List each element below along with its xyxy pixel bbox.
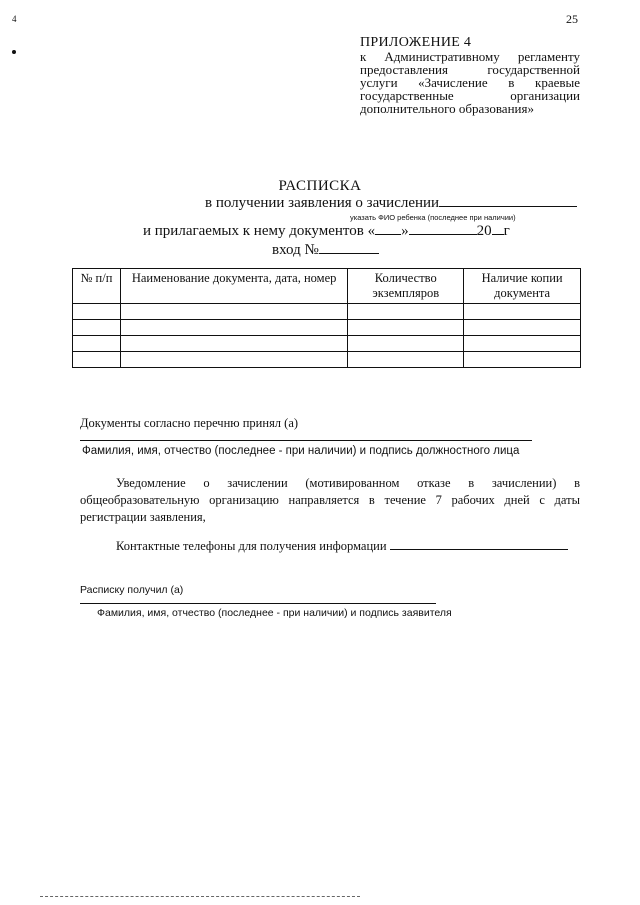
incoming-number-blank bbox=[319, 241, 379, 254]
accepted-label: Документы согласно перечню принял (а) bbox=[80, 416, 299, 430]
receipt-line-2 bbox=[143, 222, 510, 240]
applicant-signature-caption: Фамилия, имя, отчество (последнее - при наличии) и подпись заявителя bbox=[97, 607, 452, 619]
phones-line bbox=[116, 537, 568, 554]
table-cell bbox=[348, 352, 464, 368]
receipt-line-2-prefix: и прилагаемых к нему документов « bbox=[143, 223, 376, 239]
table-cell bbox=[348, 336, 464, 352]
table-cell bbox=[73, 352, 121, 368]
page-number: 25 bbox=[566, 12, 578, 26]
applicant-signature-line bbox=[80, 603, 436, 604]
year-suffix: г bbox=[503, 223, 510, 239]
year-prefix: 20 bbox=[476, 223, 492, 239]
appendix-block bbox=[360, 36, 580, 115]
phones-blank bbox=[390, 537, 568, 550]
table-cell bbox=[464, 336, 581, 352]
bottom-scan-rule bbox=[40, 896, 360, 897]
notice-paragraph: Уведомление о зачислении (мотивированном отказе в зачислении) в общеобразовательную организацию направляется в течение 7 рабочих дней с даты регистрации заявления, bbox=[80, 476, 580, 524]
table-cell bbox=[73, 320, 121, 336]
col-header-document: Наименование документа, дата, номер bbox=[120, 269, 347, 304]
col-header-copy: Наличие копии документа bbox=[464, 269, 581, 304]
table-cell bbox=[73, 336, 121, 352]
year-blank bbox=[492, 222, 504, 235]
month-blank bbox=[409, 222, 477, 235]
day-blank bbox=[375, 222, 401, 235]
margin-dot bbox=[12, 50, 16, 54]
official-signature-line bbox=[80, 440, 532, 441]
receipt-received-label: Расписку получил (а) bbox=[80, 584, 184, 596]
table-cell bbox=[120, 304, 347, 320]
child-name-blank bbox=[439, 194, 577, 207]
col-header-quantity: Количество экземпляров bbox=[348, 269, 464, 304]
phones-label: Контактные телефоны для получения информации bbox=[116, 539, 387, 553]
table-cell bbox=[348, 304, 464, 320]
table-row bbox=[73, 352, 581, 368]
appendix-text: к Административному регламенту предоставления государственной услуги «Зачисление в краевые государственные организации дополнительного образования» bbox=[360, 49, 580, 116]
document-title: РАСПИСКА bbox=[278, 178, 362, 194]
documents-table bbox=[72, 268, 581, 368]
quote-close: » bbox=[401, 223, 409, 239]
official-signature-caption: Фамилия, имя, отчество (последнее - при наличии) и подпись должностного лица bbox=[82, 445, 520, 457]
table-cell bbox=[73, 304, 121, 320]
col-header-number: № п/п bbox=[73, 269, 121, 304]
child-name-note: указать ФИО ребенка (последнее при наличии) bbox=[350, 213, 516, 222]
table-cell bbox=[348, 320, 464, 336]
receipt-line-1-text: в получении заявления о зачислении bbox=[205, 195, 440, 211]
table-cell bbox=[464, 320, 581, 336]
receipt-line-1 bbox=[205, 194, 577, 212]
incoming-number-label: вход № bbox=[272, 242, 319, 258]
table-cell bbox=[464, 352, 581, 368]
table-row bbox=[73, 336, 581, 352]
table-header-row bbox=[73, 269, 581, 304]
table-row bbox=[73, 320, 581, 336]
table-cell bbox=[120, 336, 347, 352]
receipt-line-3 bbox=[272, 241, 379, 259]
table-cell bbox=[120, 352, 347, 368]
table-cell bbox=[120, 320, 347, 336]
appendix-heading: ПРИЛОЖЕНИЕ 4 bbox=[360, 35, 472, 50]
table-row bbox=[73, 304, 581, 320]
margin-mark: 4 bbox=[12, 14, 17, 24]
table-cell bbox=[464, 304, 581, 320]
